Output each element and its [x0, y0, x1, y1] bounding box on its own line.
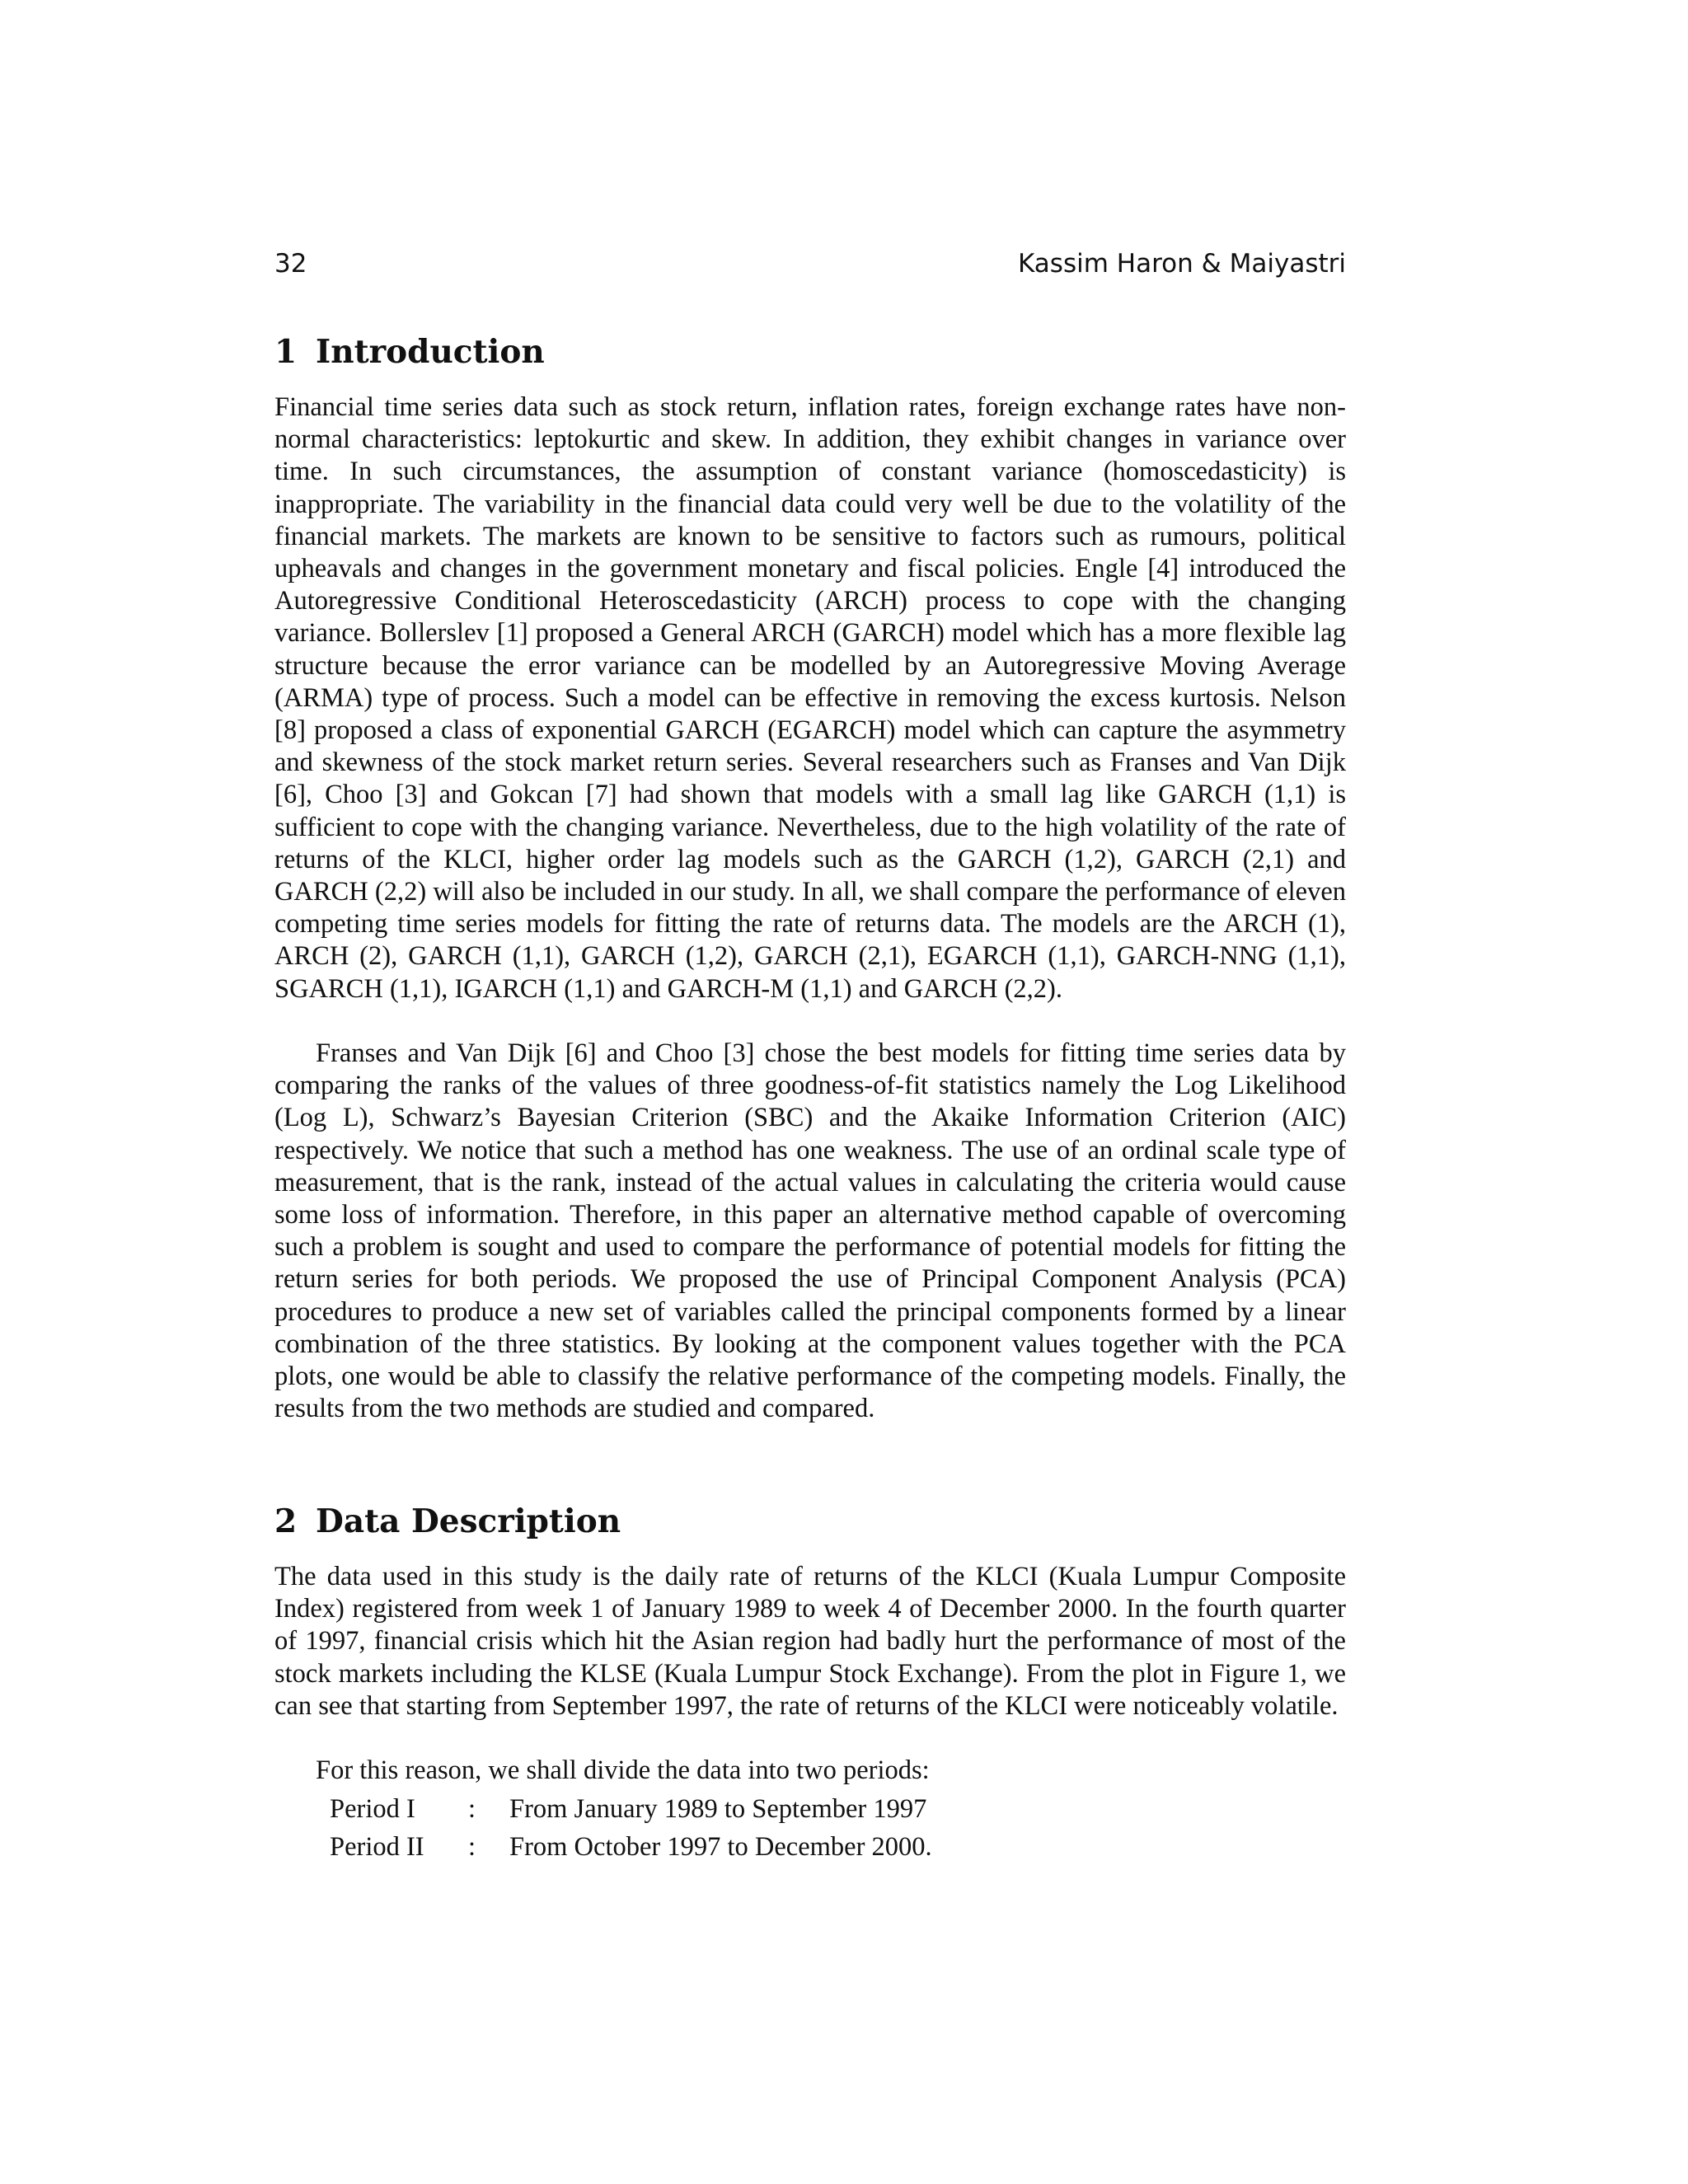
section-number: 2: [274, 1502, 298, 1540]
section-title: Data Description: [316, 1502, 621, 1540]
period-row: [330, 1790, 932, 1828]
period-separator: :: [468, 1832, 476, 1862]
page-number: 32: [274, 249, 307, 279]
period-separator: :: [468, 1794, 476, 1824]
period-name: Period I: [330, 1794, 415, 1824]
section-heading-data-description: [274, 1502, 621, 1540]
period-description: From January 1989 to September 1997: [509, 1794, 927, 1824]
data-paragraph-2: For this reason, we shall divide the data into two periods:: [316, 1755, 930, 1785]
section-title: Introduction: [316, 333, 545, 371]
data-paragraph-1: The data used in this study is the daily rate of returns of the KLCI (Kuala Lumpur Composite Index) registered from week 1 of January 1989 to week 4 of December 2000. In the fourth quarter of 1997, financial crisis which hit the Asian region had badly hurt the performance of most of the stock markets including the KLSE (Kuala Lumpur Stock Exchange). From the plot in Figure 1, we can see that starting from September 1997, the rate of returns of the KLCI were noticeably volatile.: [274, 1562, 1346, 1721]
period-list: [330, 1790, 932, 1866]
intro-paragraph-1: Financial time series data such as stock return, inflation rates, foreign exchange rates have non-normal characteristics: leptokurtic and skew. In addition, they exhibit changes in variance over time. In such circumstances, the assumption of constant variance (homoscedasticity) is inappropriate. The variability in the financial data could very well be due to the volatility of the financial markets. The markets are known to be sensitive to factors such as rumours, political upheavals and changes in the government monetary and fiscal policies. Engle [4] introduced the Autoregressive Conditional Heteroscedasticity (ARCH) process to cope with the changing variance. Bollerslev [1] proposed a General ARCH (GARCH) model which has a more flexible lag structure because the error variance can be modelled by an Autoregressive Moving Average (ARMA) type of process. Such a model can be effective in removing the excess kurtosis. Nelson [8] proposed a class of exponential GARCH (EGARCH) model which can capture the asymmetry and skewness of the stock market return series. Several researchers such as Franses and Van Dijk [6], Choo [3] and Gokcan [7] had shown that models with a small lag like GARCH (1,1) is sufficient to cope with the changing variance. Nevertheless, due to the high volatility of the rate of returns of the KLCI, higher order lag models such as the GARCH (1,2), GARCH (2,1) and GARCH (2,2) will also be included in our study. In all, we shall compare the performance of eleven competing time series models for fitting the rate of returns data. The models are the ARCH (1), ARCH (2), GARCH (1,1), GARCH (1,2), GARCH (2,1), EGARCH (1,1), GARCH-NNG (1,1), SGARCH (1,1), IGARCH (1,1) and GARCH-M (1,1) and GARCH (2,2).: [274, 392, 1346, 1004]
section-heading-introduction: [274, 333, 545, 371]
intro-paragraph-2: Franses and Van Dijk [6] and Choo [3] chose the best models for fitting time series data by comparing the ranks of the values of three goodness-of-fit statistics namely the Log Likelihood (Log L), Schwarz’s Bayesian Criterion (SBC) and the Akaike Information Criterion (AIC) respectively. We notice that such a method has one weakness. The use of an ordinal scale type of measurement, that is the rank, instead of the actual values in calculating the criteria would cause some loss of information. Therefore, in this paper an alternative method capable of overcoming such a problem is sought and used to compare the performance of potential models for fitting the return series for both periods. We proposed the use of Principal Component Analysis (PCA) procedures to produce a new set of variables called the principal components formed by a linear combination of the three statistics. By looking at the component values together with the PCA plots, one would be able to classify the relative performance of the competing models. Finally, the results from the two methods are studied and compared.: [274, 1038, 1346, 1424]
running-head: [274, 249, 1346, 282]
period-description: From October 1997 to December 2000.: [509, 1832, 932, 1862]
section-number: 1: [274, 333, 298, 371]
running-head-authors: Kassim Haron & Maiyastri: [1018, 249, 1346, 279]
period-row: [330, 1828, 932, 1866]
period-name: Period II: [330, 1832, 424, 1862]
